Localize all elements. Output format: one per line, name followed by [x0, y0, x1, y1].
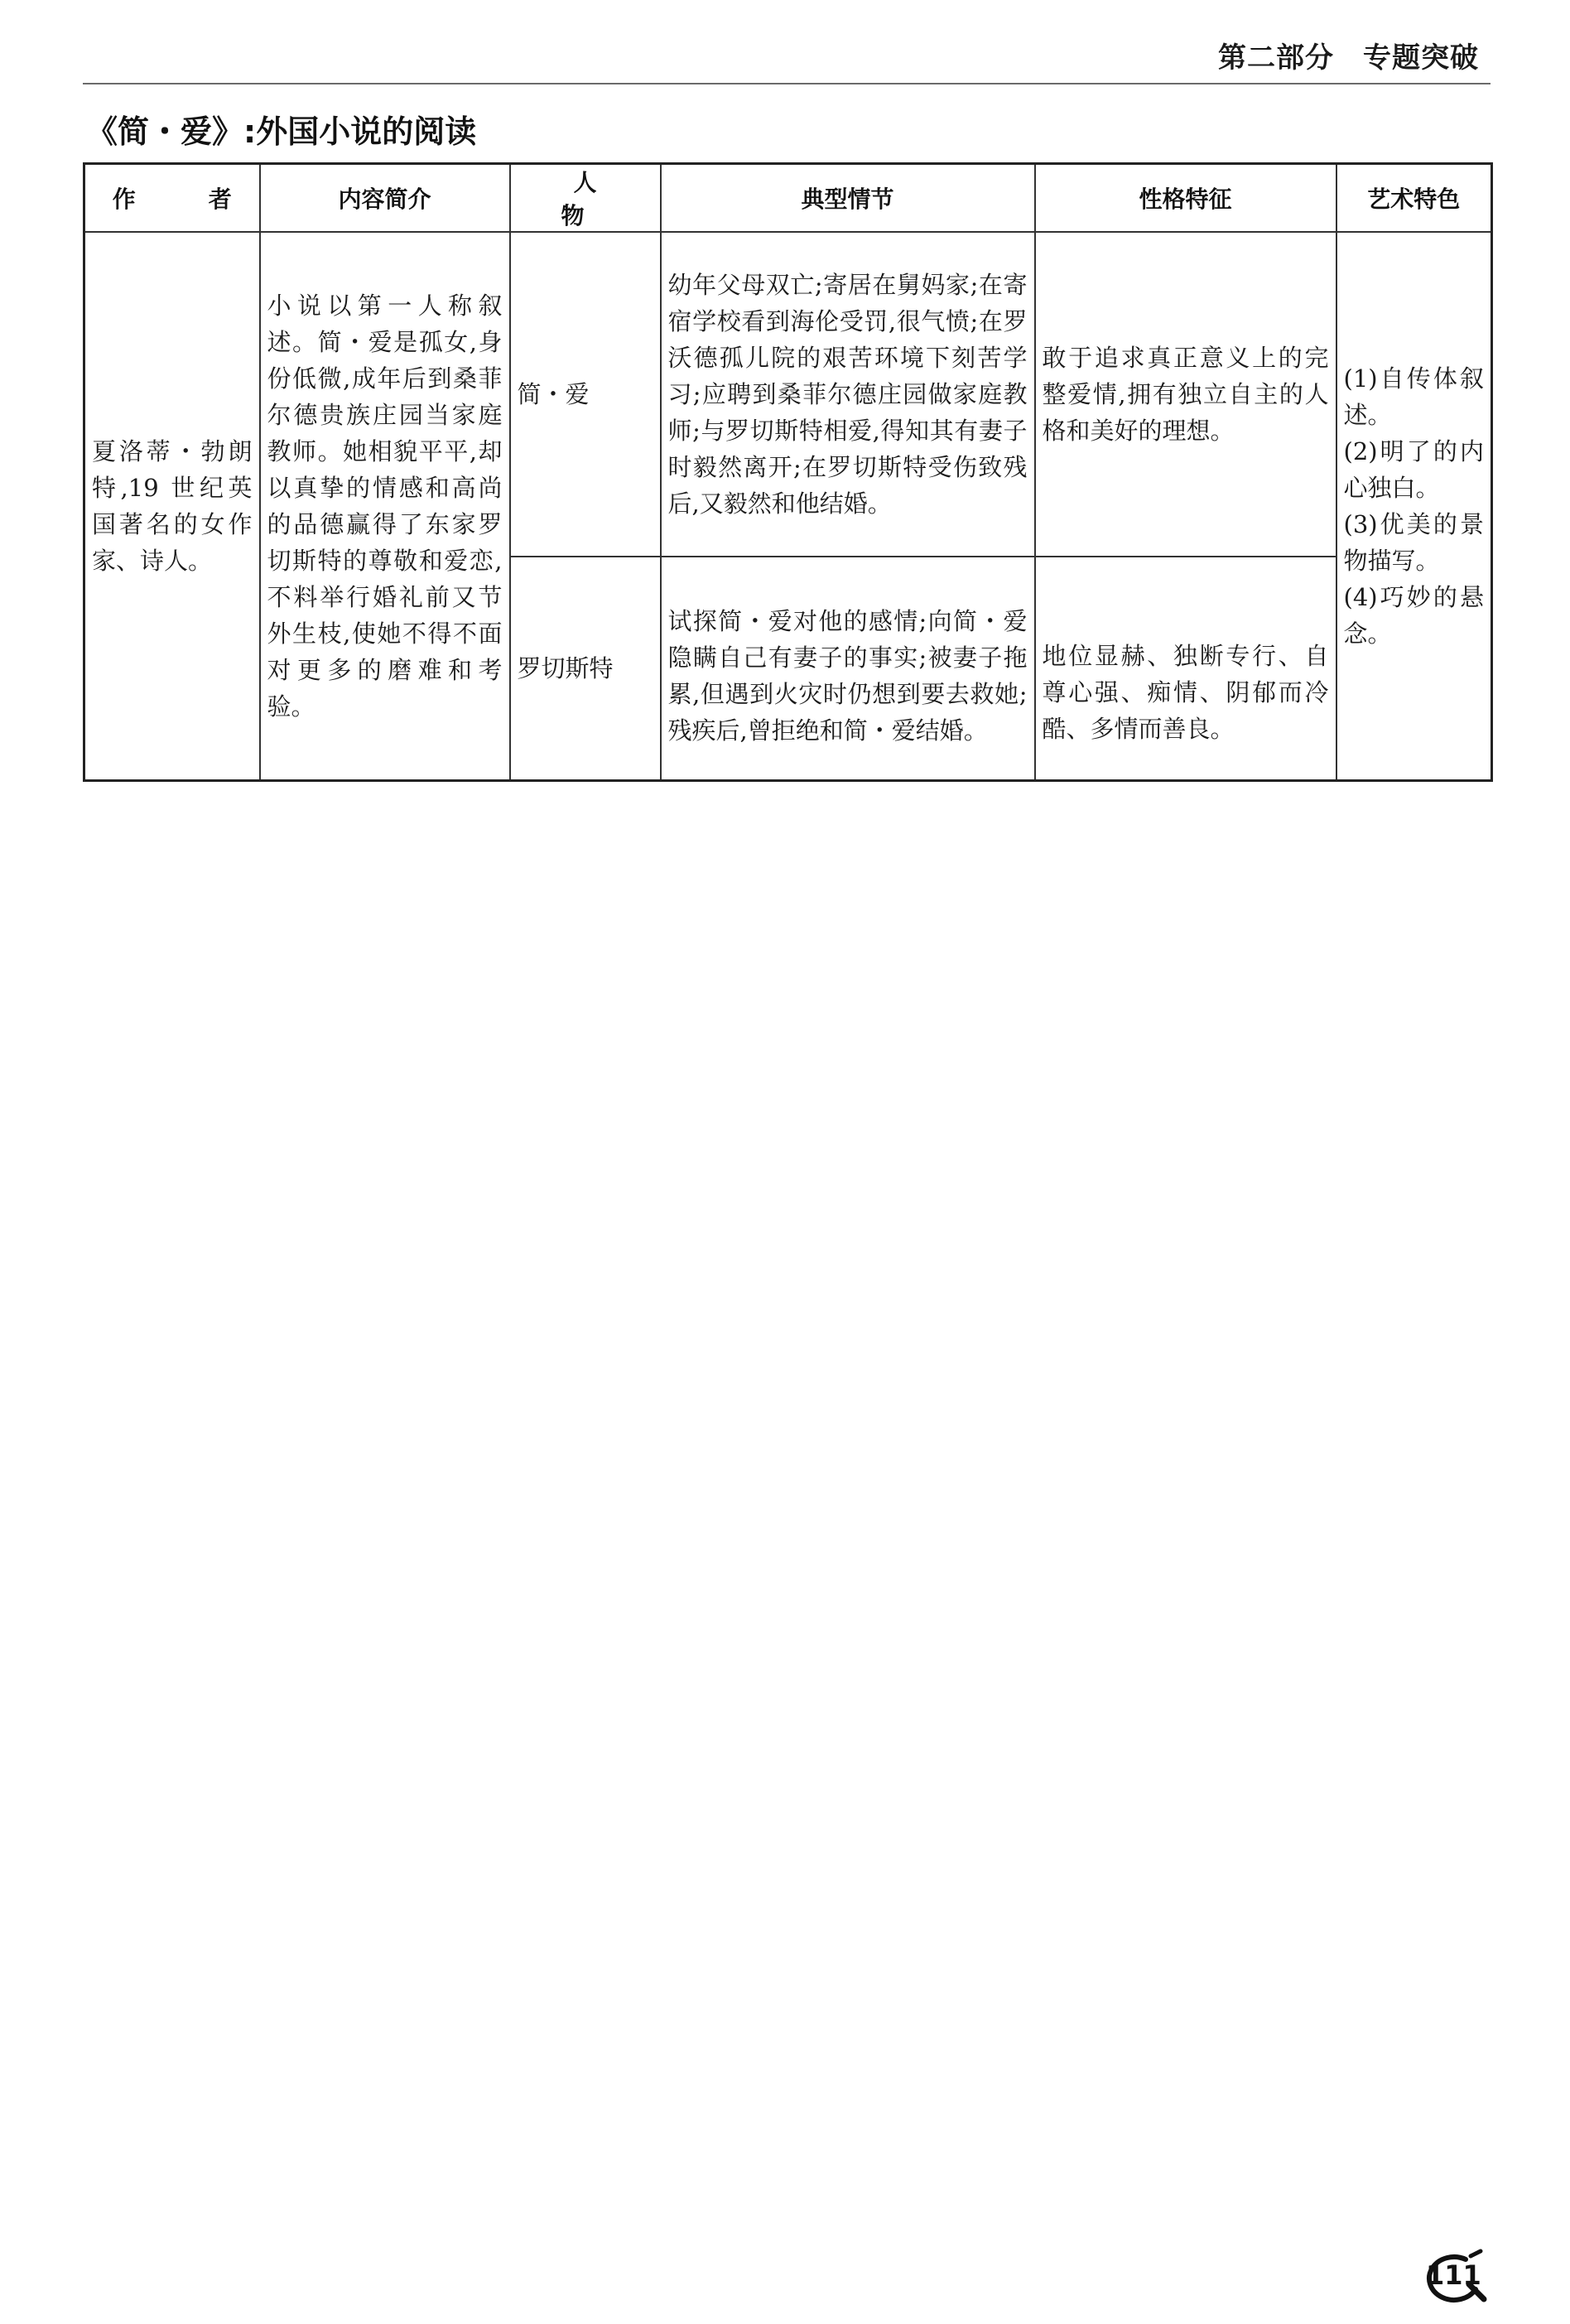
page-number-badge	[1409, 2248, 1491, 2306]
art-feature-item: (1)自传体叙述。	[1343, 364, 1484, 429]
art-feature-item: (4)巧妙的悬念。	[1343, 582, 1484, 648]
header-summary: 内容简介	[260, 164, 510, 233]
section-title: 《简・爱》:外国小说的阅读	[86, 113, 477, 150]
character-name-jane: 简・爱	[510, 232, 661, 557]
running-title: 第二部分 专题突破	[1218, 41, 1479, 75]
running-header	[83, 31, 1491, 84]
art-features-cell	[1336, 232, 1492, 780]
art-feature-item: (2)明了的内心独白。	[1343, 436, 1484, 502]
header-art: 艺术特色	[1336, 164, 1492, 233]
header-character: 人 物	[510, 164, 661, 233]
summary-cell: 小说以第一人称叙述。简・爱是孤女,身份低微,成年后到桑菲尔德贵族庄园当家庭教师。她相貌平平,却以真挚的情感和高尚的品德赢得了东家罗切斯特的尊敬和爱恋,不料举行婚礼前又节外生枝,使她不得不面对更多的磨难和考验。	[260, 232, 510, 780]
traits-cell-jane: 敢于追求真正意义上的完整爱情,拥有独立自主的人格和美好的理想。	[1035, 232, 1336, 557]
header-plot: 典型情节	[661, 164, 1035, 233]
header-traits: 性格特征	[1035, 164, 1336, 233]
header-author: 作 者	[84, 164, 260, 233]
traits-cell-rochester: 地位显赫、独断专行、自尊心强、痴情、阴郁而冷酷、多情而善良。	[1035, 557, 1336, 780]
author-cell: 夏洛蒂・勃朗特,19 世纪英国著名的女作家、诗人。	[84, 232, 260, 780]
plot-cell-rochester: 试探简・爱对他的感情;向简・爱隐瞒自己有妻子的事实;被妻子拖累,但遇到火灾时仍想到要去救她;残疾后,曾拒绝和简・爱结婚。	[661, 557, 1035, 780]
art-feature-item: (3)优美的景物描写。	[1343, 509, 1484, 575]
novel-reading-table	[83, 162, 1493, 782]
character-name-rochester: 罗切斯特	[510, 557, 661, 780]
plot-cell-jane: 幼年父母双亡;寄居在舅妈家;在寄宿学校看到海伦受罚,很气愤;在罗沃德孤儿院的艰苦环境下刻苦学习;应聘到桑菲尔德庄园做家庭教师;与罗切斯特相爱,得知其有妻子时毅然离开;在罗切斯特受伤致残后,又毅然和他结婚。	[661, 232, 1035, 557]
page-number: 111	[1426, 2259, 1481, 2291]
table-header-row	[84, 164, 1492, 233]
table-row	[84, 232, 1492, 557]
